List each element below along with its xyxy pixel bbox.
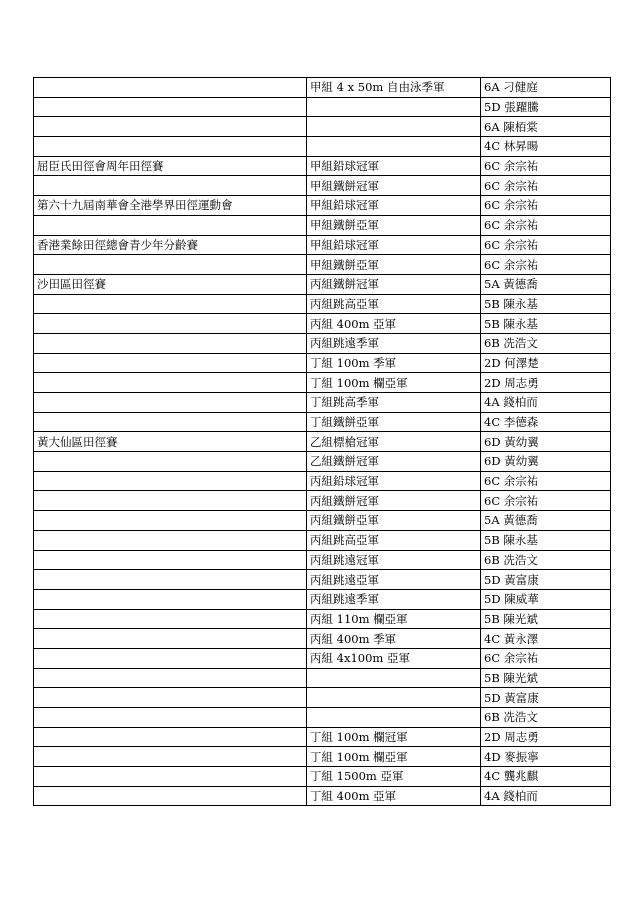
event-cell: 丁組 100m 欄亞軍: [307, 373, 481, 393]
table-row: [34, 333, 611, 353]
table-row: [34, 353, 611, 373]
event-cell: 乙組鐵餅冠軍: [307, 452, 481, 472]
table-row: [34, 255, 611, 275]
competition-cell: 沙田區田徑賽: [34, 274, 307, 294]
winner-cell: 5D 張躍騰: [481, 97, 611, 117]
winner-cell: 5B 陳永基: [481, 314, 611, 334]
competition-cell: [34, 491, 307, 511]
table-row: [34, 156, 611, 176]
competition-cell: [34, 393, 307, 413]
competition-cell: [34, 255, 307, 275]
table-row: [34, 97, 611, 117]
competition-cell: [34, 747, 307, 767]
table-row: [34, 452, 611, 472]
event-cell: 丁組 400m 亞軍: [307, 786, 481, 806]
competition-cell: [34, 78, 307, 98]
competition-cell: [34, 471, 307, 491]
competition-cell: [34, 137, 307, 157]
table-row: [34, 708, 611, 728]
event-cell: 甲組鐵餅亞軍: [307, 215, 481, 235]
table-row: [34, 235, 611, 255]
table-row: [34, 117, 611, 137]
winner-cell: 4D 麥振寧: [481, 747, 611, 767]
results-table-body: [34, 78, 611, 806]
event-cell: 丙組跳遠亞軍: [307, 570, 481, 590]
event-cell: 丙組跳高亞軍: [307, 530, 481, 550]
event-cell: 甲組鉛球冠軍: [307, 196, 481, 216]
table-row: [34, 609, 611, 629]
competition-cell: [34, 452, 307, 472]
event-cell: 丙組鐵餅亞軍: [307, 511, 481, 531]
table-row: [34, 373, 611, 393]
competition-cell: [34, 353, 307, 373]
event-cell: 乙組標槍冠軍: [307, 432, 481, 452]
event-cell: 甲組 4 x 50m 自由泳季軍: [307, 78, 481, 98]
results-table: [33, 77, 611, 806]
winner-cell: 4A 錢柏而: [481, 393, 611, 413]
competition-cell: [34, 511, 307, 531]
event-cell: [307, 668, 481, 688]
winner-cell: 4C 李德森: [481, 412, 611, 432]
competition-cell: [34, 97, 307, 117]
table-row: [34, 570, 611, 590]
competition-cell: [34, 373, 307, 393]
competition-cell: [34, 708, 307, 728]
competition-cell: [34, 668, 307, 688]
table-row: [34, 550, 611, 570]
event-cell: 丁組 100m 欄亞軍: [307, 747, 481, 767]
winner-cell: 5A 黃德喬: [481, 274, 611, 294]
event-cell: 甲組鉛球冠軍: [307, 235, 481, 255]
table-row: [34, 668, 611, 688]
event-cell: 丁組跳高季軍: [307, 393, 481, 413]
winner-cell: 2D 周志勇: [481, 373, 611, 393]
competition-cell: [34, 117, 307, 137]
winner-cell: 5B 陳光斌: [481, 668, 611, 688]
competition-cell: [34, 314, 307, 334]
competition-cell: 第六十九屆南華會全港學界田徑運動會: [34, 196, 307, 216]
competition-cell: [34, 215, 307, 235]
event-cell: 丙組 400m 季軍: [307, 629, 481, 649]
table-row: [34, 432, 611, 452]
event-cell: 丁組鐵餅亞軍: [307, 412, 481, 432]
winner-cell: 6C 余宗祐: [481, 156, 611, 176]
table-row: [34, 629, 611, 649]
competition-cell: [34, 570, 307, 590]
event-cell: 丙組鐵餅冠軍: [307, 274, 481, 294]
winner-cell: 5D 黃富康: [481, 688, 611, 708]
winner-cell: 5B 陳永基: [481, 294, 611, 314]
table-row: [34, 176, 611, 196]
competition-cell: [34, 412, 307, 432]
table-row: [34, 196, 611, 216]
table-row: [34, 491, 611, 511]
table-row: [34, 78, 611, 98]
event-cell: 丙組跳遠冠軍: [307, 550, 481, 570]
winner-cell: 6C 余宗祐: [481, 491, 611, 511]
table-row: [34, 215, 611, 235]
table-row: [34, 137, 611, 157]
winner-cell: 5B 陳光斌: [481, 609, 611, 629]
event-cell: [307, 708, 481, 728]
winner-cell: 6B 冼浩文: [481, 550, 611, 570]
winner-cell: 6D 黃幼翼: [481, 432, 611, 452]
table-row: [34, 688, 611, 708]
winner-cell: 2D 何澤楚: [481, 353, 611, 373]
winner-cell: 2D 周志勇: [481, 727, 611, 747]
competition-cell: [34, 629, 307, 649]
competition-cell: [34, 767, 307, 787]
winner-cell: 6A 刁健庭: [481, 78, 611, 98]
competition-cell: [34, 530, 307, 550]
winner-cell: 6C 余宗祐: [481, 196, 611, 216]
winner-cell: 5D 黃富康: [481, 570, 611, 590]
winner-cell: 6C 余宗祐: [481, 648, 611, 668]
winner-cell: 6B 冼浩文: [481, 708, 611, 728]
competition-cell: [34, 294, 307, 314]
winner-cell: 6A 陳栢棠: [481, 117, 611, 137]
event-cell: [307, 117, 481, 137]
table-row: [34, 589, 611, 609]
competition-cell: [34, 333, 307, 353]
competition-cell: [34, 176, 307, 196]
table-row: [34, 511, 611, 531]
winner-cell: 4C 林昇暘: [481, 137, 611, 157]
event-cell: 丙組 110m 欄亞軍: [307, 609, 481, 629]
event-cell: [307, 137, 481, 157]
event-cell: 甲組鐵餅亞軍: [307, 255, 481, 275]
table-row: [34, 294, 611, 314]
winner-cell: 6C 余宗祐: [481, 255, 611, 275]
table-row: [34, 767, 611, 787]
table-row: [34, 648, 611, 668]
table-row: [34, 274, 611, 294]
event-cell: [307, 97, 481, 117]
competition-cell: [34, 609, 307, 629]
table-row: [34, 530, 611, 550]
winner-cell: 6B 冼浩文: [481, 333, 611, 353]
event-cell: 丙組跳高亞軍: [307, 294, 481, 314]
table-row: [34, 393, 611, 413]
event-cell: 丙組 4x100m 亞軍: [307, 648, 481, 668]
competition-cell: [34, 648, 307, 668]
winner-cell: 5B 陳永基: [481, 530, 611, 550]
table-row: [34, 747, 611, 767]
competition-cell: [34, 727, 307, 747]
winner-cell: 4C 黃永澤: [481, 629, 611, 649]
table-row: [34, 786, 611, 806]
winner-cell: 4C 龔兆麒: [481, 767, 611, 787]
competition-cell: [34, 786, 307, 806]
table-row: [34, 471, 611, 491]
competition-cell: [34, 550, 307, 570]
competition-cell: 香港業餘田徑總會青少年分齡賽: [34, 235, 307, 255]
table-row: [34, 727, 611, 747]
competition-cell: 屈臣氏田徑會周年田徑賽: [34, 156, 307, 176]
winner-cell: 6C 余宗祐: [481, 235, 611, 255]
winner-cell: 6C 余宗祐: [481, 176, 611, 196]
event-cell: 甲組鉛球冠軍: [307, 156, 481, 176]
winner-cell: 6C 余宗祐: [481, 215, 611, 235]
competition-cell: [34, 589, 307, 609]
winner-cell: 6C 余宗祐: [481, 471, 611, 491]
event-cell: 丙組 400m 亞軍: [307, 314, 481, 334]
event-cell: 丁組 100m 季軍: [307, 353, 481, 373]
table-row: [34, 412, 611, 432]
event-cell: 丙組鐵餅冠軍: [307, 491, 481, 511]
winner-cell: 4A 錢柏而: [481, 786, 611, 806]
event-cell: 丁組 100m 欄冠軍: [307, 727, 481, 747]
event-cell: 丙組跳遠季軍: [307, 333, 481, 353]
competition-cell: [34, 688, 307, 708]
event-cell: 丙組跳遠季軍: [307, 589, 481, 609]
event-cell: [307, 688, 481, 708]
event-cell: 丙組鉛球冠軍: [307, 471, 481, 491]
winner-cell: 6D 黃幼翼: [481, 452, 611, 472]
table-row: [34, 314, 611, 334]
event-cell: 丁組 1500m 亞軍: [307, 767, 481, 787]
winner-cell: 5A 黃德喬: [481, 511, 611, 531]
competition-cell: 黃大仙區田徑賽: [34, 432, 307, 452]
event-cell: 甲組鐵餅冠軍: [307, 176, 481, 196]
winner-cell: 5D 陳威華: [481, 589, 611, 609]
